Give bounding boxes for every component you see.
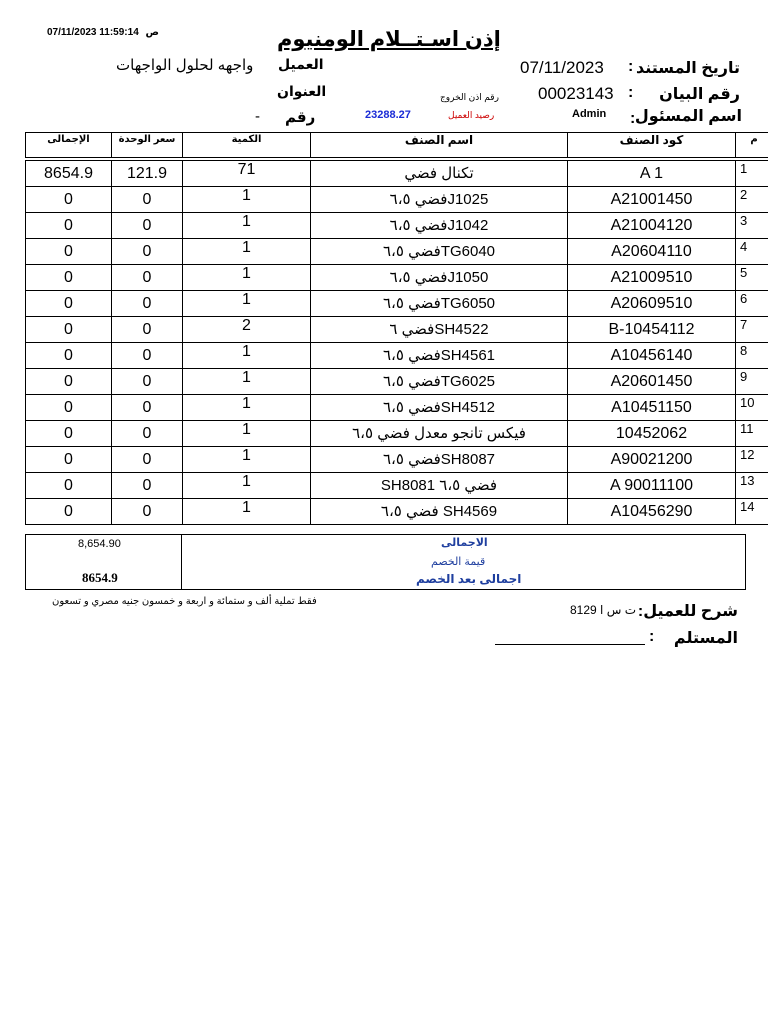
cell-item-code: A20609510 — [568, 291, 736, 317]
summary-discount-label: قيمة الخصم — [431, 556, 486, 568]
header-total: الإجمالى — [26, 133, 112, 158]
table-row — [26, 213, 768, 239]
statement-no-value: 00023143 — [538, 84, 614, 103]
cell-item-name: SH8087فضي ٦،٥ — [311, 447, 568, 473]
address-label: العنوان — [277, 83, 327, 99]
cell-row-number: 11 — [736, 421, 768, 447]
doc-date-value: 07/11/2023 — [520, 58, 604, 77]
cell-unit-price: 0 — [112, 239, 183, 265]
summary-after-discount-value: 8654.9 — [82, 570, 118, 585]
amount-in-words: فقط تملية ألف و ستمائة و اربعة و خمسون جنيه مصري و تسعون — [52, 596, 317, 607]
header-item-code: كود الصنف — [568, 133, 736, 158]
cell-item-name: فيكس تانجو معدل فضي ٦،٥ — [311, 421, 568, 447]
table-row — [26, 291, 768, 317]
cell-item-name: SH4561فضي ٦،٥ — [311, 343, 568, 369]
receiver-label: المستلم — [673, 630, 738, 647]
header-quantity: الكمية — [183, 133, 311, 158]
cell-unit-price: 0 — [112, 499, 183, 525]
table-row — [26, 369, 768, 395]
cell-item-code: A21001450 — [568, 187, 736, 213]
cell-item-name: تكنال فضي — [311, 161, 568, 187]
cell-total: 0 — [26, 343, 112, 369]
document-title: إذن اسـتــلام الومنيوم — [277, 28, 501, 51]
table-row — [26, 473, 768, 499]
cell-unit-price: 0 — [112, 265, 183, 291]
summary-box — [25, 534, 746, 590]
cell-quantity: 1 — [183, 343, 311, 369]
cell-item-code: A90021200 — [568, 447, 736, 473]
cell-item-name: TG6025فضي ٦،٥ — [311, 369, 568, 395]
cell-total: 0 — [26, 447, 112, 473]
cell-item-name: J1050فضي ٦،٥ — [311, 265, 568, 291]
table-row — [26, 395, 768, 421]
cell-item-code: B-10454112 — [568, 317, 736, 343]
items-table — [25, 132, 768, 525]
cell-unit-price: 0 — [112, 473, 183, 499]
header-item-name: اسم الصنف — [311, 133, 568, 158]
cell-total: 0 — [26, 421, 112, 447]
table-row — [26, 161, 768, 187]
summary-divider — [181, 535, 182, 589]
cell-item-name: فضي ٦،٥ SH8081 — [311, 473, 568, 499]
cell-row-number: 7 — [736, 317, 768, 343]
cell-row-number: 6 — [736, 291, 768, 317]
cell-unit-price: 0 — [112, 213, 183, 239]
receiver-colon: : — [649, 628, 655, 645]
cell-total: 0 — [26, 395, 112, 421]
cell-row-number: 5 — [736, 265, 768, 291]
cell-quantity: 1 — [183, 421, 311, 447]
table-row — [26, 317, 768, 343]
cell-item-code: A 1 — [568, 161, 736, 187]
cell-quantity: 1 — [183, 213, 311, 239]
summary-total-label: الاجمالى — [441, 537, 488, 549]
cell-unit-price: 0 — [112, 291, 183, 317]
receiver-signature-line — [495, 644, 645, 645]
cell-total: 0 — [26, 473, 112, 499]
cell-total: 0 — [26, 291, 112, 317]
cell-item-code: A10456140 — [568, 343, 736, 369]
cell-item-code: A20604110 — [568, 239, 736, 265]
cell-row-number: 1 — [736, 161, 768, 187]
cell-row-number: 2 — [736, 187, 768, 213]
cell-row-number: 3 — [736, 213, 768, 239]
cell-item-name: J1025فضي ٦،٥ — [311, 187, 568, 213]
cell-unit-price: 121.9 — [112, 161, 183, 187]
customer-label: العميل — [278, 56, 324, 72]
cell-item-code: A10456290 — [568, 499, 736, 525]
number-value: - — [255, 108, 260, 125]
cell-quantity: 1 — [183, 473, 311, 499]
cell-unit-price: 0 — [112, 343, 183, 369]
cell-item-code: A21009510 — [568, 265, 736, 291]
summary-after-discount-label: اجمالى بعد الخصم — [416, 572, 522, 586]
number-label: رقم — [285, 109, 316, 126]
cell-quantity: 2 — [183, 317, 311, 343]
cell-quantity: 1 — [183, 369, 311, 395]
cell-total: 0 — [26, 187, 112, 213]
customer-value: واجهه لحلول الواجهات — [116, 57, 254, 74]
cell-total: 8654.9 — [26, 161, 112, 187]
cell-total: 0 — [26, 213, 112, 239]
cell-unit-price: 0 — [112, 421, 183, 447]
explain-label: شرح للعميل: — [637, 603, 738, 620]
header-unit-price: سعر الوحدة — [112, 133, 183, 158]
cell-quantity: 1 — [183, 187, 311, 213]
explain-value: ت س ا 8129 — [570, 603, 636, 617]
statement-no-colon: : — [628, 84, 634, 101]
balance-value: 23288.27 — [365, 109, 411, 121]
table-row — [26, 187, 768, 213]
cell-quantity: 1 — [183, 239, 311, 265]
cell-row-number: 10 — [736, 395, 768, 421]
table-header-row — [26, 133, 768, 158]
cell-row-number: 9 — [736, 369, 768, 395]
cell-row-number: 14 — [736, 499, 768, 525]
cell-item-name: TG6040فضي ٦،٥ — [311, 239, 568, 265]
doc-date-colon: : — [628, 58, 634, 75]
cell-row-number: 4 — [736, 239, 768, 265]
cell-quantity: 71 — [183, 161, 311, 187]
cell-quantity: 1 — [183, 265, 311, 291]
responsible-label: اسم المسئول — [634, 108, 742, 125]
cell-item-name: SH4522فضي ٦ — [311, 317, 568, 343]
timestamp-value: 07/11/2023 11:59:14 — [47, 27, 139, 38]
cell-quantity: 1 — [183, 395, 311, 421]
cell-item-name: TG6050فضي ٦،٥ — [311, 291, 568, 317]
cell-item-code: A10451150 — [568, 395, 736, 421]
cell-quantity: 1 — [183, 447, 311, 473]
cell-row-number: 8 — [736, 343, 768, 369]
cell-item-code: A 90011100 — [568, 473, 736, 499]
cell-item-name: SH4569 فضي ٦،٥ — [311, 499, 568, 525]
cell-unit-price: 0 — [112, 317, 183, 343]
responsible-value: Admin — [572, 108, 607, 120]
cell-item-name: J1042فضي ٦،٥ — [311, 213, 568, 239]
cell-unit-price: 0 — [112, 395, 183, 421]
cell-item-name: SH4512فضي ٦،٥ — [311, 395, 568, 421]
cell-total: 0 — [26, 265, 112, 291]
exit-permit-label: رقم اذن الخروج — [440, 92, 499, 102]
am-pm-marker: ص — [145, 27, 159, 38]
cell-total: 0 — [26, 499, 112, 525]
cell-item-code: A20601450 — [568, 369, 736, 395]
cell-item-code: 10452062 — [568, 421, 736, 447]
cell-unit-price: 0 — [112, 187, 183, 213]
responsible-colon: : — [630, 110, 636, 127]
balance-label: رصيد العميل — [448, 110, 495, 120]
summary-total-value: 8,654.90 — [78, 538, 121, 550]
cell-unit-price: 0 — [112, 447, 183, 473]
cell-unit-price: 0 — [112, 369, 183, 395]
print-timestamp — [47, 27, 159, 38]
cell-total: 0 — [26, 239, 112, 265]
table-row — [26, 499, 768, 525]
table-row — [26, 447, 768, 473]
cell-row-number: 12 — [736, 447, 768, 473]
header-row-number: م — [736, 133, 768, 158]
table-row — [26, 421, 768, 447]
cell-row-number: 13 — [736, 473, 768, 499]
doc-date-label: تاريخ المستند — [635, 60, 740, 77]
table-row — [26, 343, 768, 369]
table-row — [26, 265, 768, 291]
table-row — [26, 239, 768, 265]
statement-no-label: رقم البيان — [659, 86, 740, 103]
cell-item-code: A21004120 — [568, 213, 736, 239]
cell-quantity: 1 — [183, 291, 311, 317]
cell-total: 0 — [26, 369, 112, 395]
cell-total: 0 — [26, 317, 112, 343]
cell-quantity: 1 — [183, 499, 311, 525]
